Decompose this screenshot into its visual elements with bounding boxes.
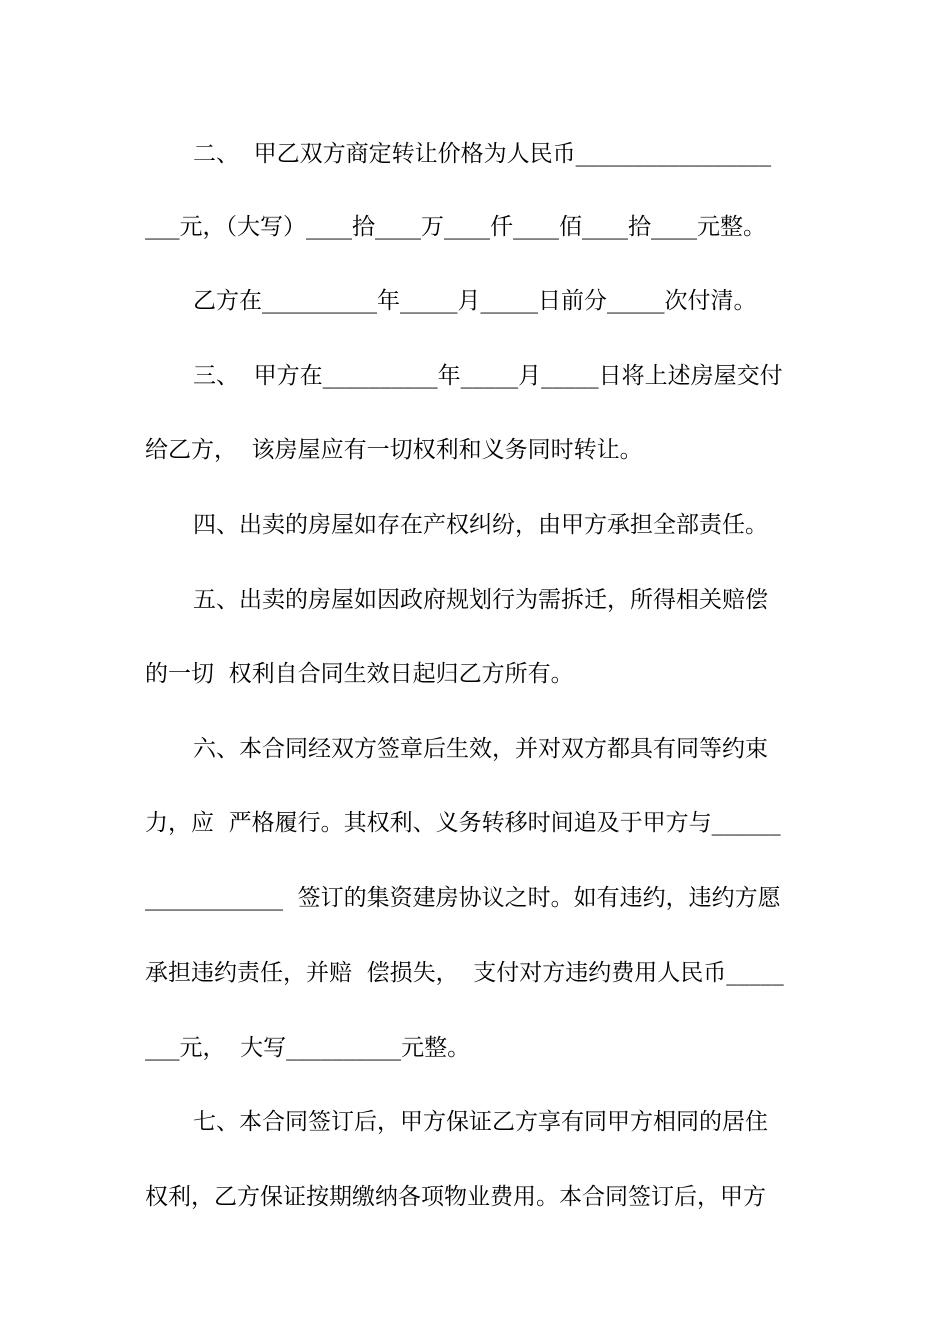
line-text: 三、 甲方在__________年_____月_____日将上述房屋交付 [193, 363, 783, 389]
line-text: 给乙方， 该房屋应有一切权利和义务同时转让。 [145, 437, 643, 463]
clause-6-line-3 [145, 880, 807, 916]
clause-7-line-2 [145, 1179, 807, 1215]
line-text: 力，应 严格履行。其权利、义务转移时间追及于甲方与______ [145, 810, 781, 836]
line-text: 权利，乙方保证按期缴纳各项物业费用。本合同签订后，甲方 [145, 1184, 766, 1210]
clause-6-line-5 [145, 1030, 807, 1066]
line-text: 六、本合同经双方签章后生效，并对双方都具有同等约束 [193, 736, 768, 762]
clause-2-payment-line [193, 283, 807, 319]
clause-5-line-2 [145, 656, 807, 692]
clause-3-line-1 [193, 358, 807, 394]
clause-6-line-2 [145, 805, 807, 841]
line-text: ___元， 大写__________元整。 [145, 1035, 471, 1061]
clause-5-line-1 [193, 582, 807, 618]
clause-4-line-1 [193, 507, 807, 543]
clause-7-line-1 [193, 1104, 807, 1140]
line-text: 的一切 权利自合同生效日起归乙方所有。 [145, 661, 574, 687]
line-text: 二、 甲乙双方商定转让价格为人民币_________________ [193, 141, 772, 167]
line-text: 承担违约责任，并赔 偿损失， 支付对方违约费用人民币_____ [145, 960, 784, 986]
clause-6-line-4 [145, 955, 807, 991]
line-text: 乙方在__________年_____月_____日前分_____次付清。 [193, 288, 757, 314]
clause-2-line-1 [193, 136, 807, 172]
line-text: 五、出卖的房屋如因政府规划行为需拆迁，所得相关赔偿 [193, 587, 768, 613]
line-text: 四、出卖的房屋如存在产权纠纷，由甲方承担全部责任。 [193, 512, 768, 538]
line-text: ___元，（大写）____拾____万____仟____佰____拾____元整。 [145, 214, 766, 240]
clause-6-line-1 [193, 731, 807, 767]
clause-2-line-2 [145, 209, 807, 245]
clause-3-line-2 [145, 432, 807, 468]
line-text: 七、本合同签订后，甲方保证乙方享有同甲方相同的居住 [193, 1109, 768, 1135]
line-text: ____________ 签订的集资建房协议之时。如有违约，违约方愿 [145, 885, 781, 911]
